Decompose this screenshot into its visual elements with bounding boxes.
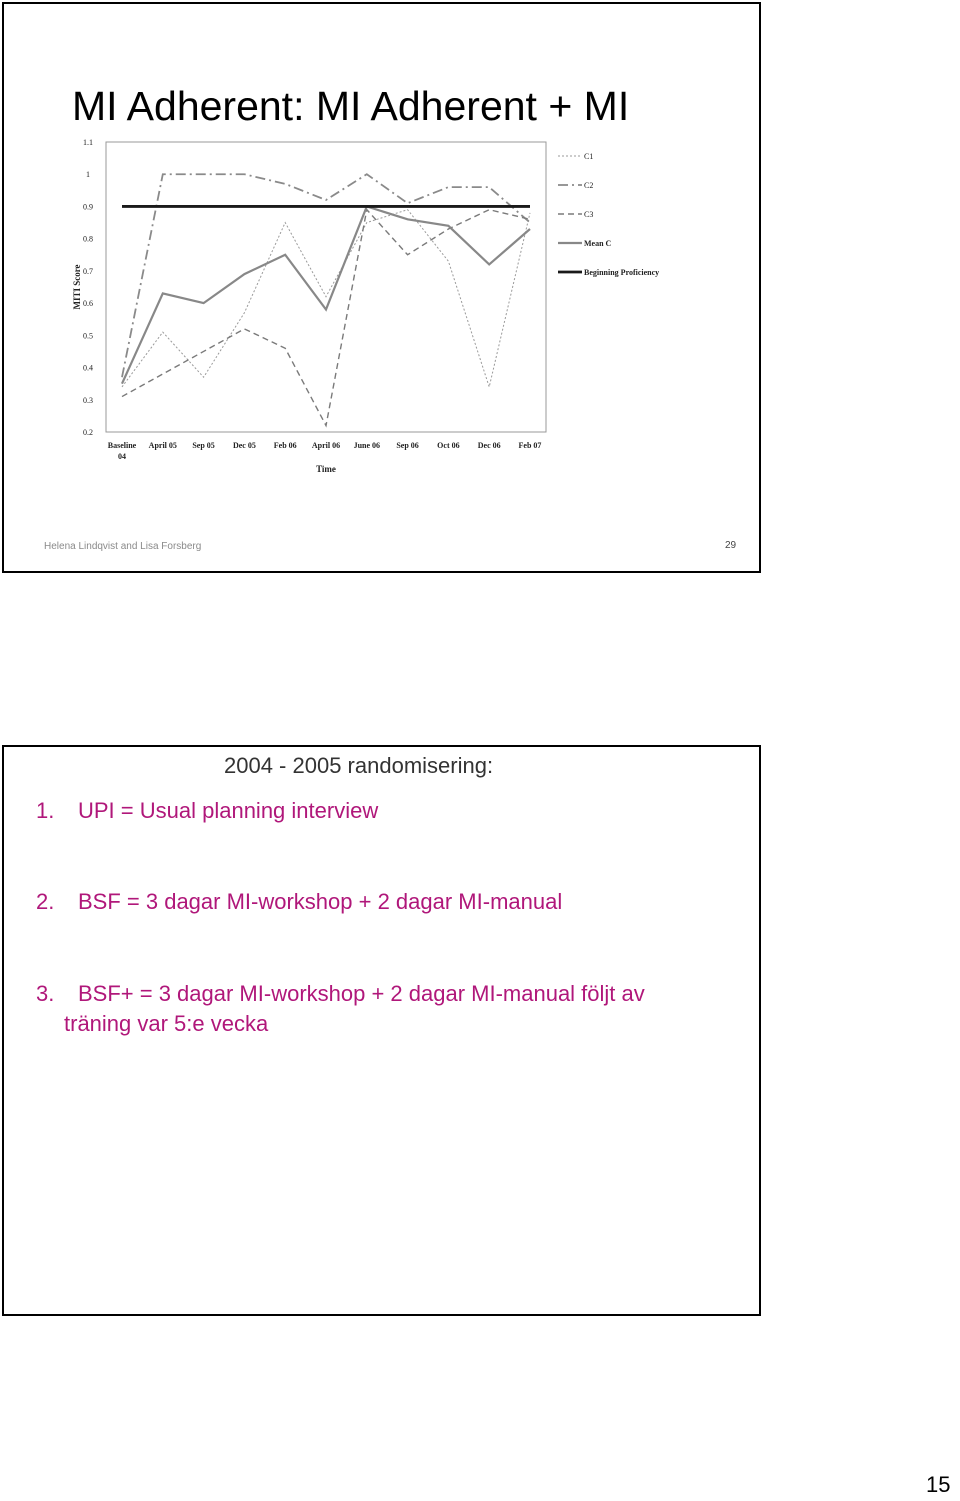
- x-tick-label: Dec 06: [477, 441, 501, 450]
- x-tick-label: Sep 06: [396, 441, 419, 450]
- y-tick-label: 0.2: [83, 428, 93, 437]
- y-tick-label: 0.4: [83, 363, 93, 373]
- x-axis-label: Time: [316, 464, 336, 474]
- chart-svg: [66, 128, 674, 484]
- legend-label-c3: C3: [584, 210, 594, 219]
- y-tick-label: 1.1: [83, 138, 93, 147]
- list-item-3-continuation: träning var 5:e vecka: [64, 1011, 269, 1036]
- x-tick-label: Dec 05: [232, 441, 256, 450]
- x-tick-label: April 06: [311, 441, 341, 450]
- x-tick-label: Oct 06: [437, 441, 460, 450]
- x-tick-label: Feb 06: [273, 441, 297, 450]
- slide-footer-number: 29: [725, 540, 737, 551]
- x-tick-label: April 05: [148, 441, 177, 450]
- y-tick-label: 0.5: [83, 331, 93, 341]
- list-item-text: UPI = Usual planning interview: [78, 798, 379, 823]
- slide-title: MI Adherent: MI Adherent + MI: [72, 83, 630, 129]
- list-item-text: BSF = 3 dagar MI-workshop + 2 dagar MI-manual: [78, 889, 563, 914]
- y-tick-label: 0.3: [83, 395, 93, 405]
- legend-label-c1: C1: [584, 152, 594, 161]
- y-tick-label: 0.9: [83, 202, 93, 212]
- y-tick-label: 0.6: [83, 299, 93, 309]
- list-item-number: 3.: [36, 981, 55, 1006]
- y-tick-label: 0.8: [83, 234, 93, 244]
- legend-label-c2: C2: [584, 181, 594, 190]
- y-tick-label: 1: [86, 170, 90, 180]
- list-item-number: 2.: [36, 889, 55, 914]
- list-item-2: [36, 887, 562, 917]
- legend-label-beginning-proficiency: Beginning Proficiency: [584, 268, 660, 277]
- y-tick-label: 0.7: [83, 266, 93, 276]
- y-axis-label: MITI Score: [72, 264, 82, 310]
- plot-area: [106, 142, 546, 432]
- x-tick-label: Sep 05: [192, 441, 215, 450]
- miti-score-chart: [66, 128, 674, 484]
- list-item-1: [36, 796, 378, 826]
- x-tick-label: June 06: [353, 441, 381, 450]
- x-tick-label: 04: [118, 452, 126, 461]
- x-tick-label: Feb 07: [518, 441, 542, 450]
- list-item-3: [36, 979, 645, 1009]
- page-number: 15: [926, 1472, 951, 1497]
- x-tick-label: Baseline: [107, 441, 137, 450]
- slide-footer-author: Helena Lindqvist and Lisa Forsberg: [44, 541, 202, 552]
- legend-label-mean-c: Mean C: [584, 239, 612, 248]
- list-item-number: 1.: [36, 798, 55, 823]
- list-item-text: BSF+ = 3 dagar MI-workshop + 2 dagar MI-manual följt av: [78, 981, 645, 1006]
- randomisation-heading: 2004 - 2005 randomisering:: [224, 753, 494, 778]
